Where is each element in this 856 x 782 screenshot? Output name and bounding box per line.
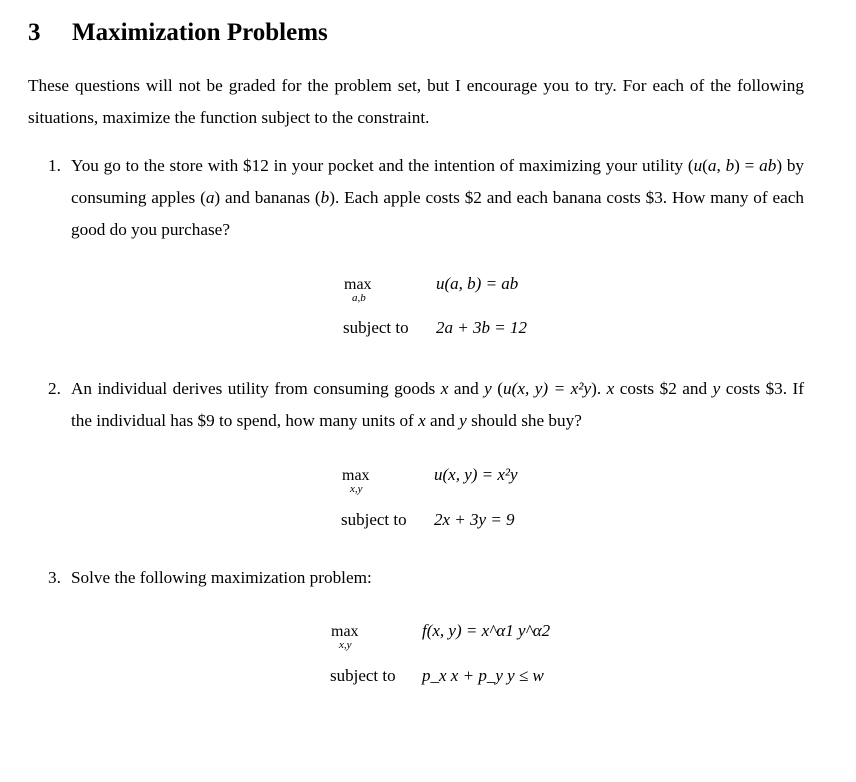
max-operator: max [331,623,359,640]
objective-function: u(x, y) = x²y [434,465,518,484]
problem-3-number: 3. [48,568,61,587]
objective-function: u(a, b) = ab [436,274,519,293]
section-number: 3 [28,19,41,46]
max-subscript: x,y [350,483,363,495]
problem-2-number: 2. [48,379,61,398]
constraint-label: subject to [330,666,396,685]
constraint-expression: 2a + 3b = 12 [436,318,527,337]
objective-function: f(x, y) = x^α1 y^α2 [422,621,551,640]
section-title: Maximization Problems [72,19,328,46]
problem-1-text: You go to the store with $12 in your pocket and the intention of maximizing your utility (u(a, b) = ab) by consuming apples (a) and bananas (b). Each apple costs $2 and each banana costs $3. How many of each good do you purchase? [71,156,805,239]
constraint-label: subject to [343,318,409,337]
problem-3-text: Solve the following maximization problem: [71,568,372,587]
constraint-expression: 2x + 3y = 9 [434,510,515,529]
max-subscript: a,b [352,292,366,304]
problem-2-text: An individual derives utility from consuming goods x and y (u(x, y) = x²y). x costs $2 and y costs $3. If the individual has $9 to spend, how many units of x and y should she buy? [71,379,804,430]
problem-1-number: 1. [48,156,61,175]
constraint-expression: p_x x + p_y y ≤ w [422,666,544,685]
intro-paragraph: These questions will not be graded for the problem set, but I encourage you to try. For each of the following situations, maximize the function subject to the constraint. [28,76,804,127]
max-subscript: x,y [339,639,352,651]
max-operator: max [344,276,372,293]
constraint-label: subject to [341,510,407,529]
section-heading [28,16,328,50]
max-operator: max [342,467,370,484]
